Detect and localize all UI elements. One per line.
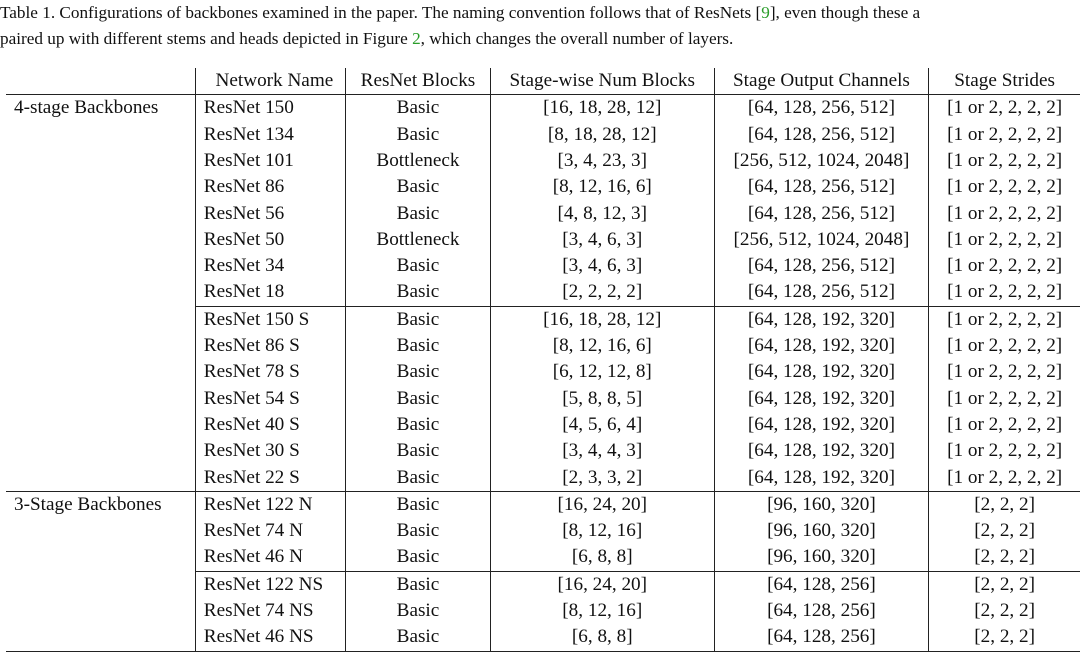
table-row <box>6 571 1080 598</box>
strides-cell: [1 or 2, 2, 2, 2] <box>929 174 1080 200</box>
output-channels-cell: [64, 128, 192, 320] <box>714 386 929 412</box>
header-num-blocks: Stage-wise Num Blocks <box>490 68 714 95</box>
strides-cell: [2, 2, 2] <box>929 518 1080 544</box>
network-name-cell: ResNet 150 <box>195 95 345 122</box>
num-blocks-cell: [16, 18, 28, 12] <box>490 95 714 122</box>
output-channels-cell: [256, 512, 1024, 2048] <box>714 148 929 174</box>
table-row <box>6 464 1080 491</box>
network-name-cell: ResNet 56 <box>195 200 345 226</box>
num-blocks-cell: [3, 4, 6, 3] <box>490 253 714 279</box>
resnet-blocks-cell: Bottleneck <box>346 227 491 253</box>
num-blocks-cell: [8, 18, 28, 12] <box>490 122 714 148</box>
num-blocks-cell: [8, 12, 16] <box>490 598 714 624</box>
network-name-cell: ResNet 150 S <box>195 306 345 333</box>
table-row <box>6 253 1080 279</box>
table-row <box>6 386 1080 412</box>
resnet-blocks-cell: Basic <box>346 279 491 306</box>
strides-cell: [1 or 2, 2, 2, 2] <box>929 438 1080 464</box>
resnet-blocks-cell: Basic <box>346 253 491 279</box>
header-strides: Stage Strides <box>929 68 1080 95</box>
section-spacer <box>6 148 195 174</box>
network-name-cell: ResNet 122 NS <box>195 571 345 598</box>
num-blocks-cell: [16, 24, 20] <box>490 491 714 518</box>
strides-cell: [1 or 2, 2, 2, 2] <box>929 306 1080 333</box>
table-row <box>6 148 1080 174</box>
num-blocks-cell: [6, 12, 12, 8] <box>490 359 714 385</box>
strides-cell: [2, 2, 2] <box>929 624 1080 651</box>
num-blocks-cell: [3, 4, 6, 3] <box>490 227 714 253</box>
num-blocks-cell: [2, 3, 3, 2] <box>490 464 714 491</box>
table-row <box>6 412 1080 438</box>
section-spacer <box>6 412 195 438</box>
resnet-blocks-cell: Basic <box>346 491 491 518</box>
section-spacer <box>6 571 195 598</box>
output-channels-cell: [64, 128, 256] <box>714 571 929 598</box>
resnet-blocks-cell: Basic <box>346 571 491 598</box>
num-blocks-cell: [8, 12, 16, 6] <box>490 333 714 359</box>
output-channels-cell: [64, 128, 256] <box>714 598 929 624</box>
num-blocks-cell: [6, 8, 8] <box>490 624 714 651</box>
section-spacer <box>6 386 195 412</box>
section-spacer <box>6 544 195 571</box>
network-name-cell: ResNet 74 N <box>195 518 345 544</box>
output-channels-cell: [64, 128, 192, 320] <box>714 412 929 438</box>
header-row <box>6 68 1080 95</box>
figure-link[interactable]: 2 <box>412 29 421 48</box>
resnet-blocks-cell: Basic <box>346 518 491 544</box>
num-blocks-cell: [16, 18, 28, 12] <box>490 306 714 333</box>
network-name-cell: ResNet 86 S <box>195 333 345 359</box>
table-row <box>6 598 1080 624</box>
num-blocks-cell: [5, 8, 8, 5] <box>490 386 714 412</box>
caption-text: paired up with different stems and heads depicted in Figure <box>0 29 413 48</box>
header-section <box>6 68 195 95</box>
network-name-cell: ResNet 46 N <box>195 544 345 571</box>
resnet-blocks-cell: Basic <box>346 386 491 412</box>
output-channels-cell: [64, 128, 192, 320] <box>714 464 929 491</box>
caption-line-1 <box>0 0 1080 26</box>
caption-text: ], even though these a <box>769 3 921 22</box>
resnet-blocks-cell: Basic <box>346 306 491 333</box>
backbone-config-table <box>6 68 1080 652</box>
header-network-name: Network Name <box>195 68 345 95</box>
section-spacer <box>6 200 195 226</box>
output-channels-cell: [96, 160, 320] <box>714 518 929 544</box>
resnet-blocks-cell: Basic <box>346 544 491 571</box>
section-spacer <box>6 174 195 200</box>
section-spacer <box>6 624 195 651</box>
output-channels-cell: [64, 128, 192, 320] <box>714 359 929 385</box>
network-name-cell: ResNet 54 S <box>195 386 345 412</box>
strides-cell: [2, 2, 2] <box>929 544 1080 571</box>
num-blocks-cell: [8, 12, 16] <box>490 518 714 544</box>
table-row <box>6 544 1080 571</box>
output-channels-cell: [64, 128, 192, 320] <box>714 333 929 359</box>
table-body <box>6 95 1080 651</box>
network-name-cell: ResNet 134 <box>195 122 345 148</box>
header-resnet-blocks: ResNet Blocks <box>346 68 491 95</box>
table-row <box>6 491 1080 518</box>
section-spacer <box>6 333 195 359</box>
resnet-blocks-cell: Basic <box>346 174 491 200</box>
network-name-cell: ResNet 78 S <box>195 359 345 385</box>
section-spacer <box>6 438 195 464</box>
network-name-cell: ResNet 46 NS <box>195 624 345 651</box>
table-caption <box>0 0 1080 52</box>
section-spacer <box>6 227 195 253</box>
table-row <box>6 518 1080 544</box>
section-spacer <box>6 279 195 306</box>
network-name-cell: ResNet 34 <box>195 253 345 279</box>
section-spacer <box>6 122 195 148</box>
table-row <box>6 227 1080 253</box>
resnet-blocks-cell: Basic <box>346 464 491 491</box>
strides-cell: [1 or 2, 2, 2, 2] <box>929 227 1080 253</box>
output-channels-cell: [64, 128, 256] <box>714 624 929 651</box>
table-header <box>6 68 1080 95</box>
resnet-blocks-cell: Basic <box>346 598 491 624</box>
network-name-cell: ResNet 86 <box>195 174 345 200</box>
section-spacer <box>6 598 195 624</box>
resnet-blocks-cell: Basic <box>346 438 491 464</box>
output-channels-cell: [64, 128, 192, 320] <box>714 306 929 333</box>
strides-cell: [1 or 2, 2, 2, 2] <box>929 253 1080 279</box>
strides-cell: [1 or 2, 2, 2, 2] <box>929 122 1080 148</box>
section-spacer <box>6 253 195 279</box>
caption-line-2 <box>0 26 1080 52</box>
resnet-blocks-cell: Basic <box>346 95 491 122</box>
strides-cell: [1 or 2, 2, 2, 2] <box>929 464 1080 491</box>
section-spacer <box>6 518 195 544</box>
num-blocks-cell: [6, 8, 8] <box>490 544 714 571</box>
strides-cell: [1 or 2, 2, 2, 2] <box>929 359 1080 385</box>
resnet-blocks-cell: Basic <box>346 200 491 226</box>
table-row <box>6 438 1080 464</box>
table-row <box>6 122 1080 148</box>
table-row <box>6 95 1080 122</box>
resnet-blocks-cell: Basic <box>346 122 491 148</box>
resnet-blocks-cell: Basic <box>346 412 491 438</box>
output-channels-cell: [64, 128, 256, 512] <box>714 95 929 122</box>
section-spacer <box>6 359 195 385</box>
section-label: 4-stage Backbones <box>14 97 159 119</box>
output-channels-cell: [64, 128, 256, 512] <box>714 122 929 148</box>
resnet-blocks-cell: Basic <box>346 359 491 385</box>
table-row <box>6 359 1080 385</box>
strides-cell: [1 or 2, 2, 2, 2] <box>929 333 1080 359</box>
table-row <box>6 333 1080 359</box>
output-channels-cell: [64, 128, 192, 320] <box>714 438 929 464</box>
output-channels-cell: [96, 160, 320] <box>714 544 929 571</box>
num-blocks-cell: [16, 24, 20] <box>490 571 714 598</box>
header-output-channels: Stage Output Channels <box>714 68 929 95</box>
network-name-cell: ResNet 30 S <box>195 438 345 464</box>
strides-cell: [1 or 2, 2, 2, 2] <box>929 279 1080 306</box>
num-blocks-cell: [3, 4, 23, 3] <box>490 148 714 174</box>
network-name-cell: ResNet 122 N <box>195 491 345 518</box>
table-row <box>6 624 1080 651</box>
num-blocks-cell: [3, 4, 4, 3] <box>490 438 714 464</box>
network-name-cell: ResNet 22 S <box>195 464 345 491</box>
output-channels-cell: [64, 128, 256, 512] <box>714 200 929 226</box>
table-row <box>6 306 1080 333</box>
caption-text: , which changes the overall number of layers. <box>420 29 734 48</box>
network-name-cell: ResNet 50 <box>195 227 345 253</box>
section-spacer <box>6 306 195 333</box>
output-channels-cell: [256, 512, 1024, 2048] <box>714 227 929 253</box>
citation-link[interactable]: 9 <box>761 3 770 22</box>
strides-cell: [1 or 2, 2, 2, 2] <box>929 200 1080 226</box>
num-blocks-cell: [2, 2, 2, 2] <box>490 279 714 306</box>
strides-cell: [2, 2, 2] <box>929 571 1080 598</box>
num-blocks-cell: [4, 8, 12, 3] <box>490 200 714 226</box>
caption-text: Table 1. Configurations of backbones examined in the paper. The naming convention follows that of ResNets [ <box>0 3 762 22</box>
network-name-cell: ResNet 18 <box>195 279 345 306</box>
network-name-cell: ResNet 101 <box>195 148 345 174</box>
network-name-cell: ResNet 74 NS <box>195 598 345 624</box>
strides-cell: [1 or 2, 2, 2, 2] <box>929 95 1080 122</box>
table-row <box>6 174 1080 200</box>
strides-cell: [1 or 2, 2, 2, 2] <box>929 386 1080 412</box>
table-row <box>6 279 1080 306</box>
network-name-cell: ResNet 40 S <box>195 412 345 438</box>
section-label: 3-Stage Backbones <box>6 491 195 518</box>
resnet-blocks-cell: Basic <box>346 624 491 651</box>
output-channels-cell: [96, 160, 320] <box>714 491 929 518</box>
table-row <box>6 200 1080 226</box>
output-channels-cell: [64, 128, 256, 512] <box>714 174 929 200</box>
output-channels-cell: [64, 128, 256, 512] <box>714 279 929 306</box>
resnet-blocks-cell: Basic <box>346 333 491 359</box>
num-blocks-cell: [4, 5, 6, 4] <box>490 412 714 438</box>
strides-cell: [2, 2, 2] <box>929 598 1080 624</box>
strides-cell: [1 or 2, 2, 2, 2] <box>929 148 1080 174</box>
strides-cell: [2, 2, 2] <box>929 491 1080 518</box>
num-blocks-cell: [8, 12, 16, 6] <box>490 174 714 200</box>
section-spacer <box>6 464 195 491</box>
output-channels-cell: [64, 128, 256, 512] <box>714 253 929 279</box>
resnet-blocks-cell: Bottleneck <box>346 148 491 174</box>
strides-cell: [1 or 2, 2, 2, 2] <box>929 412 1080 438</box>
